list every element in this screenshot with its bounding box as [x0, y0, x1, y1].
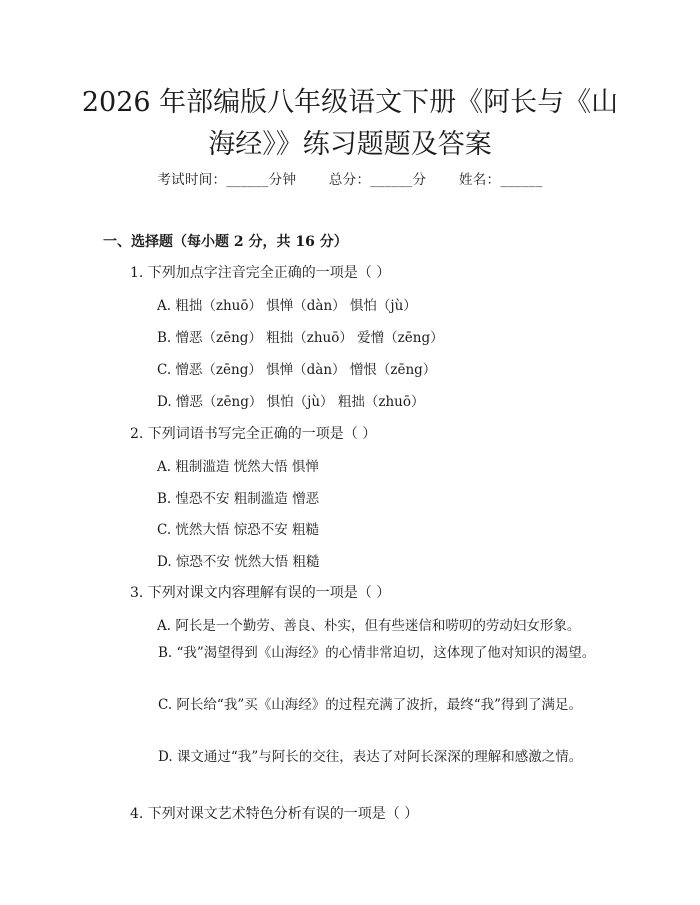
question-3-option-d: D. 课文通过“我”与阿长的交往，表达了对阿长深深的理解和感激之情。 — [158, 749, 583, 765]
question-1-stem: 1. 下列加点字注音完全正确的一项是（ ） — [130, 265, 391, 281]
question-2-option-c: C. 恍然大悟 惊恐不安 粗糙 — [157, 522, 320, 538]
question-1-option-d: D. 憎恶（zēng） 惧怕（jù） 粗拙（zhuō） — [157, 394, 425, 410]
student-name-field: 姓名：______ — [458, 172, 543, 188]
question-4-stem: 4. 下列对课文艺术特色分析有误的一项是（ ） — [130, 806, 419, 822]
question-2-option-b: B. 惶恐不安 粗制滥造 憎恶 — [157, 491, 320, 507]
exam-time-field: 考试时间：______分钟 — [157, 172, 297, 188]
question-3-option-b: B. “我”渴望得到《山海经》的心情非常迫切，这体现了他对知识的渴望。 — [158, 645, 596, 661]
title-line-1: 2026 年部编版八年级语文下册《阿长与《山 — [81, 87, 619, 118]
question-2-stem: 2. 下列词语书写完全正确的一项是（ ） — [130, 426, 377, 442]
document-title — [60, 82, 640, 166]
question-3-option-a: A. 阿长是一个勤劳、善良、朴实，但有些迷信和唠叨的劳动妇女形象。 — [157, 618, 581, 634]
question-3-option-c: C. 阿长给“我”买《山海经》的过程充满了波折，最终“我”得到了满足。 — [158, 697, 583, 713]
title-line-2: 海经》》练习题题及答案 — [208, 129, 492, 160]
question-1-option-b: B. 憎恶（zēng） 粗拙（zhuō） 爱憎（zēng） — [157, 330, 444, 346]
question-2-option-d: D. 惊恐不安 恍然大悟 粗糙 — [157, 554, 320, 570]
question-1-option-c: C. 憎恶（zēng） 惧惮（dàn） 憎恨（zēng） — [157, 362, 437, 378]
total-score-field: 总分：______分 — [328, 172, 427, 188]
section-heading: 一、选择题（每小题 2 分，共 16 分） — [103, 234, 348, 250]
exam-meta — [0, 168, 700, 188]
question-2-option-a: A. 粗制滥造 恍然大悟 惧惮 — [157, 459, 319, 475]
question-3-stem: 3. 下列对课文内容理解有误的一项是（ ） — [130, 585, 391, 601]
question-1-option-a: A. 粗拙（zhuō） 惧惮（dàn） 惧怕（jù） — [157, 298, 417, 314]
